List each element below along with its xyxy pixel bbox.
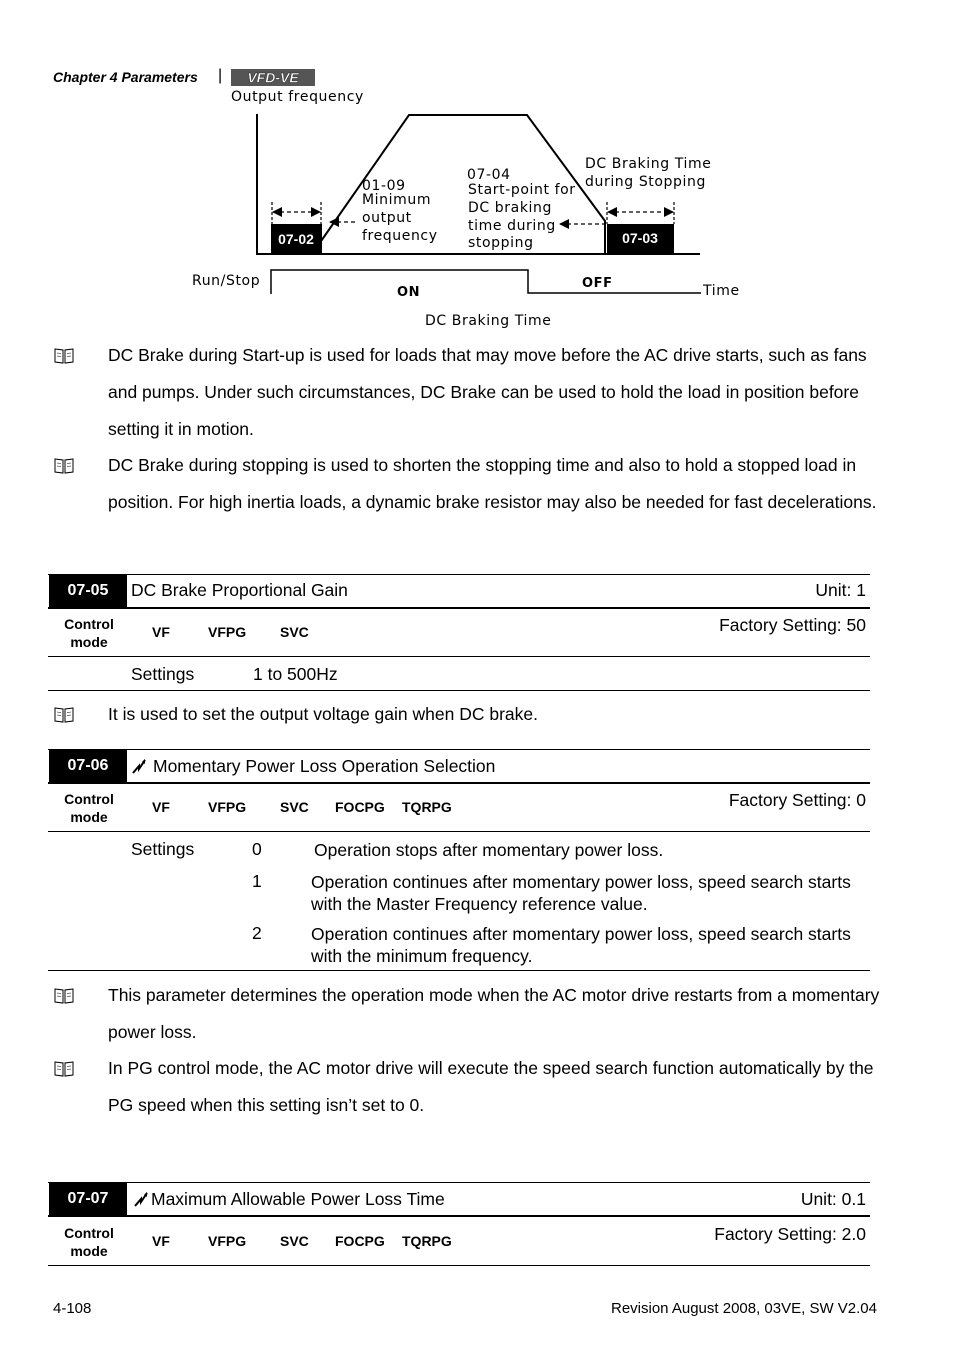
svg-text:VFD-VE: VFD-VE <box>247 69 299 86</box>
note-text: DC Brake during stopping is used to shorten the stopping time and also to hold a stopped load in position. For high inertia loads, a dynamic brake resistor may also be needed for fast decelerations. <box>108 455 877 512</box>
revision-info: Revision August 2008, 03VE, SW V2.04 <box>611 1300 877 1317</box>
option-desc: Operation continues after momentary power loss, speed search starts with the Master Frequency reference value. <box>311 872 851 914</box>
table-border <box>48 831 870 832</box>
mode-focpg: FOCPG <box>335 1233 385 1249</box>
page-number: 4-108 <box>53 1300 92 1317</box>
table-border <box>48 1182 870 1183</box>
svg-text:OFF: OFF <box>582 276 613 291</box>
settings-label: Settings <box>131 839 195 859</box>
option-num: 0 <box>252 839 262 859</box>
svg-text:ON: ON <box>397 285 421 300</box>
svg-text:Start-point for: Start-point for <box>468 182 576 198</box>
lightning-icon <box>133 1191 149 1207</box>
mode-svc: SVC <box>280 799 309 815</box>
param-title-0707: Maximum Allowable Power Loss Time <box>133 1189 445 1210</box>
svg-text:Output frequency: Output frequency <box>231 89 364 105</box>
mode-svc: SVC <box>280 1233 309 1249</box>
book-icon <box>54 457 74 475</box>
param-title-0705: DC Brake Proportional Gain <box>131 580 348 600</box>
option-desc: Operation stops after momentary power loss. <box>314 840 664 860</box>
table-border <box>48 749 870 750</box>
factory-setting-0706: Factory Setting: 0 <box>728 790 866 810</box>
factory-setting-0707: Factory Setting: 2.0 <box>714 1224 866 1244</box>
svg-text:during Stopping: during Stopping <box>585 174 706 190</box>
factory-setting-0705: Factory Setting: 50 <box>719 615 866 635</box>
svg-text:01-09: 01-09 <box>362 178 406 194</box>
param-unit-0705: Unit: 1 <box>815 580 866 600</box>
control-mode-label: Control mode <box>64 1225 114 1259</box>
svg-text:frequency: frequency <box>362 228 438 244</box>
option-num: 2 <box>252 923 262 943</box>
svg-text:07-04: 07-04 <box>467 167 511 183</box>
settings-range: 1 to 500Hz <box>253 664 338 684</box>
svg-text:07-02: 07-02 <box>278 231 314 247</box>
note-text: DC Brake during Start-up is used for loads that may move before the AC drive starts, such as fans and pumps. Under such circumstances, DC Brake can be used to hold the load in position before setting it in motion. <box>108 345 867 439</box>
svg-text:Minimum: Minimum <box>362 192 432 208</box>
option-num: 1 <box>252 871 262 891</box>
option-desc: Operation continues after momentary power loss, speed search starts with the minimum frequency. <box>311 924 851 966</box>
note-text: In PG control mode, the AC motor drive will execute the speed search function automatically by the PG speed when this setting isn’t set to 0. <box>108 1058 874 1115</box>
table-border <box>48 607 870 609</box>
mode-tqrpg: TQRPG <box>402 799 452 815</box>
param-code-0707: 07-07 <box>49 1183 127 1215</box>
lightning-icon <box>131 758 147 774</box>
table-border <box>48 970 870 971</box>
mode-tqrpg: TQRPG <box>402 1233 452 1249</box>
mode-vf: VF <box>152 799 170 815</box>
mode-vf: VF <box>152 1233 170 1249</box>
run-stop-signal <box>271 270 701 294</box>
book-icon <box>54 347 74 365</box>
settings-label: Settings <box>131 664 195 684</box>
svg-text:Run/Stop: Run/Stop <box>192 273 261 289</box>
table-border <box>48 1265 870 1266</box>
table-border <box>48 656 870 657</box>
header-separator: | <box>218 67 223 84</box>
svg-text:07-03: 07-03 <box>622 230 658 246</box>
mode-svc: SVC <box>280 624 309 640</box>
note-text: It is used to set the output voltage gain when DC brake. <box>108 704 538 724</box>
svg-text:stopping: stopping <box>468 235 534 251</box>
svg-text:time during: time during <box>468 218 556 234</box>
table-border <box>48 1215 870 1217</box>
mode-focpg: FOCPG <box>335 799 385 815</box>
param-unit-0707: Unit: 0.1 <box>800 1189 866 1209</box>
note-text: This parameter determines the operation mode when the AC motor drive restarts from a momentary power loss. <box>108 985 880 1042</box>
param-code-0706: 07-06 <box>49 750 127 782</box>
table-border <box>48 690 870 691</box>
param-title-0706: Momentary Power Loss Operation Selection <box>131 756 495 777</box>
table-border <box>48 782 870 784</box>
svg-text:DC Braking Time: DC Braking Time <box>585 156 712 172</box>
svg-text:Time: Time <box>703 283 740 299</box>
svg-text:DC Braking Time: DC Braking Time <box>425 313 552 329</box>
chapter-title: Chapter 4 Parameters <box>53 69 198 85</box>
mode-vfpg: VFPG <box>208 624 247 640</box>
control-mode-label: Control mode <box>64 616 114 650</box>
dc-braking-timing-diagram <box>180 84 760 334</box>
book-icon <box>54 1060 74 1078</box>
mode-vfpg: VFPG <box>208 799 247 815</box>
control-mode-label: Control mode <box>64 791 114 825</box>
book-icon <box>54 706 74 724</box>
table-border <box>48 574 870 575</box>
svg-text:DC braking: DC braking <box>468 200 552 216</box>
book-icon <box>54 987 74 1005</box>
svg-text:output: output <box>362 210 412 226</box>
mode-vfpg: VFPG <box>208 1233 247 1249</box>
param-code-0705: 07-05 <box>49 575 127 607</box>
mode-vf: VF <box>152 624 170 640</box>
